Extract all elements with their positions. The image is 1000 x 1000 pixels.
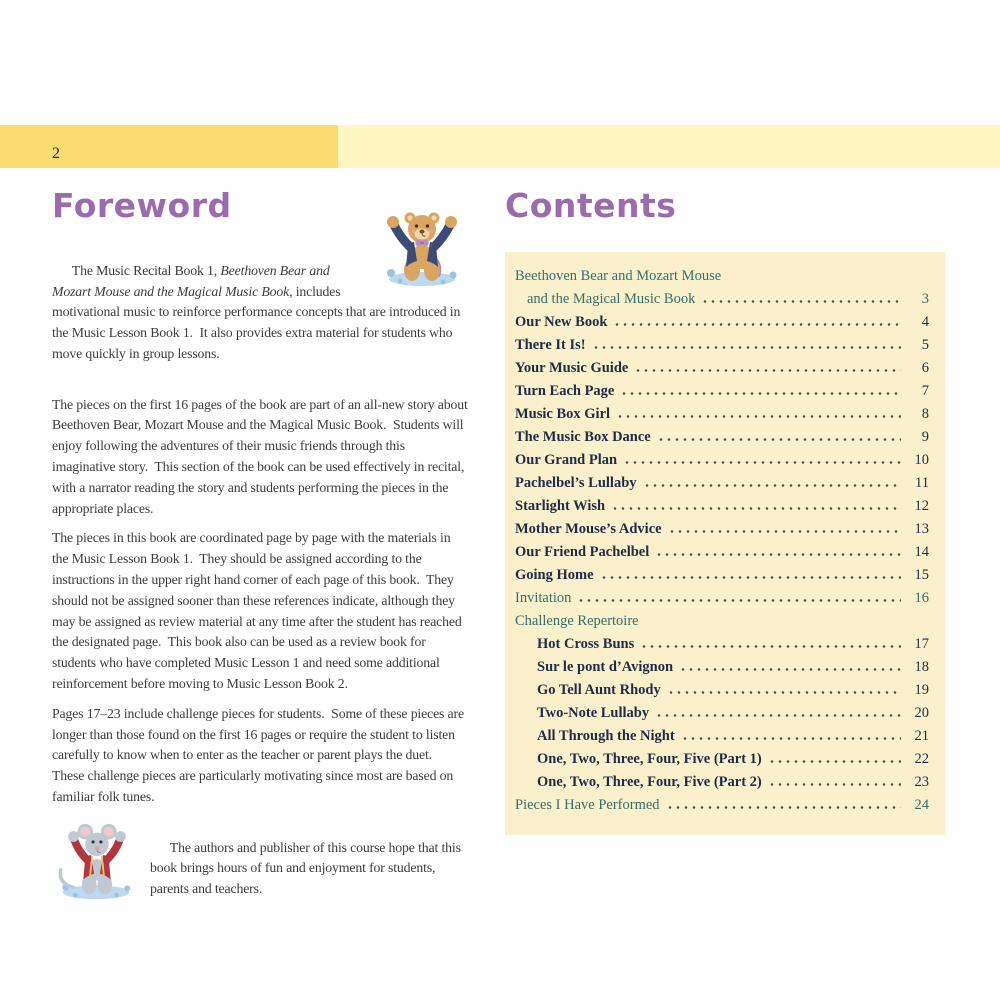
toc-page-number: 20 bbox=[914, 705, 929, 721]
top-band bbox=[0, 125, 1000, 168]
toc-entry-label: Our New Book bbox=[515, 314, 608, 330]
toc-entry bbox=[515, 495, 929, 518]
toc-entry bbox=[515, 403, 929, 426]
paragraph-text: The Music Recital Book 1, bbox=[71, 262, 221, 278]
toc-page-number: 7 bbox=[921, 383, 929, 399]
dotted-leader bbox=[592, 345, 901, 349]
dotted-leader bbox=[667, 690, 901, 694]
toc-entry-label: Sur le pont d’Avignon bbox=[537, 659, 674, 675]
page-number: 2 bbox=[52, 145, 60, 162]
contents-section bbox=[505, 186, 945, 835]
toc-page-number: 10 bbox=[914, 452, 929, 468]
toc-page-number: 18 bbox=[914, 659, 929, 675]
toc-entry bbox=[515, 748, 929, 771]
toc-entry-label: Two-Note Lullaby bbox=[537, 705, 650, 721]
foreword-paragraph-2: The pieces on the first 16 pages of the book are part of an all-new story about Beethoven Bear, Mozart Mouse and the Magical Music Book. Students will enjoy following the adventures of their music friends through this imaginative story. This section of the book can be used effectively in recital, with a narrator reading the story and students performing the pieces in the appropriate places. bbox=[52, 396, 472, 516]
dotted-leader bbox=[768, 782, 901, 786]
toc-page-number: 14 bbox=[914, 544, 929, 560]
toc-page-number: 9 bbox=[921, 429, 929, 445]
teddy-bear-illustration bbox=[370, 209, 470, 287]
paragraph-text: includes motivational music to reinforce performance concepts that are introduced in the Music Lesson Book 1. It also provides extra material for students who move quickly in group lessons. bbox=[52, 283, 464, 361]
toc-entry bbox=[515, 771, 929, 794]
toc-entry-label: Starlight Wish bbox=[515, 498, 606, 514]
toc-entry-label: and the Magical Music Book bbox=[527, 291, 696, 307]
toc-page-number: 4 bbox=[921, 314, 929, 330]
toc-entry-label: The Music Box Dance bbox=[515, 429, 651, 445]
toc-page-number: 13 bbox=[914, 521, 929, 537]
toc-entry bbox=[515, 656, 929, 679]
dotted-leader bbox=[655, 713, 901, 717]
foreword-title: Foreword bbox=[52, 186, 232, 225]
toc-entry-label: All Through the Night bbox=[537, 728, 675, 744]
toc-entry-label: Going Home bbox=[515, 567, 594, 583]
toc-entry bbox=[515, 357, 929, 380]
dotted-leader bbox=[600, 575, 901, 579]
foreword-paragraph-5 bbox=[52, 817, 470, 921]
toc-entry-label: Invitation bbox=[515, 590, 572, 606]
foreword-section bbox=[52, 186, 470, 921]
toc-entry-label: There It Is! bbox=[515, 337, 586, 353]
dotted-leader bbox=[634, 368, 901, 372]
dotted-leader bbox=[768, 759, 901, 763]
toc-entry bbox=[515, 633, 929, 656]
toc-entry-label: Beethoven Bear and Mozart Mouse bbox=[515, 268, 722, 284]
dotted-leader bbox=[668, 529, 901, 533]
dotted-leader bbox=[655, 552, 901, 556]
toc-entry-line2 bbox=[515, 288, 929, 311]
dotted-leader bbox=[623, 460, 901, 464]
toc-entry: Challenge Repertoire bbox=[515, 613, 639, 629]
toc-entry bbox=[515, 725, 929, 748]
toc-entry bbox=[515, 426, 929, 449]
contents-box bbox=[505, 252, 945, 835]
toc-entry-label: Mother Mouse’s Advice bbox=[515, 521, 662, 537]
toc-entry-label: Music Box Girl bbox=[515, 406, 611, 422]
toc-page-number: 11 bbox=[915, 475, 929, 491]
toc-page-number: 19 bbox=[914, 682, 929, 698]
dotted-leader bbox=[701, 299, 901, 303]
toc-entry bbox=[515, 587, 929, 610]
dotted-leader bbox=[643, 483, 901, 487]
toc-page-number: 16 bbox=[914, 590, 929, 606]
toc-entry-label: Turn Each Page bbox=[515, 383, 615, 399]
foreword-paragraph-4: Pages 17–23 include challenge pieces for students. Some of these pieces are longer than those found on the first 16 pages or require the student to listen carefully to know when to enter as the teacher or parent plays the duet. These challenge pieces are particularly motivating since most are based on familiar folk tunes. bbox=[52, 705, 468, 804]
toc-entry-label: One, Two, Three, Four, Five (Part 1) bbox=[537, 751, 762, 767]
dotted-leader bbox=[681, 736, 901, 740]
toc-entry-label: Go Tell Aunt Rhody bbox=[537, 682, 661, 698]
toc-entry-label: Our Grand Plan bbox=[515, 452, 618, 468]
toc-entry bbox=[515, 518, 929, 541]
top-band-dark-segment bbox=[0, 125, 338, 168]
toc-entry-label: Your Music Guide bbox=[515, 360, 629, 376]
toc-entry bbox=[515, 380, 929, 403]
contents-title: Contents bbox=[505, 186, 677, 225]
toc-entry bbox=[515, 449, 929, 472]
toc-entry-label: Pachelbel’s Lullaby bbox=[515, 475, 637, 491]
toc-page-number: 22 bbox=[914, 751, 929, 767]
toc-entry bbox=[515, 702, 929, 725]
toc-entry bbox=[515, 541, 929, 564]
toc-entry bbox=[515, 564, 929, 587]
toc-entry bbox=[515, 265, 929, 311]
dotted-leader bbox=[657, 437, 901, 441]
toc-entry bbox=[515, 679, 929, 702]
toc-entry-label: One, Two, Three, Four, Five (Part 2) bbox=[537, 774, 762, 790]
toc-entry bbox=[515, 311, 929, 334]
dotted-leader bbox=[577, 598, 901, 602]
foreword-paragraph-3: The pieces in this book are coordinated page by page with the materials in the Music Lesson Book 1. They should be assigned according to the instructions in the upper right hand corner of each page of this book. They should not be assigned sooner than these references indicate, although they may be assigned as review material at any time after the student has reached the designated page. This book also can be used as a review book for students who have completed Music Lesson 1 and need some additional reinforcement before moving to Music Lesson Book 2. bbox=[52, 530, 465, 691]
toc-page-number: 17 bbox=[914, 636, 929, 652]
dotted-leader bbox=[679, 667, 901, 671]
toc-entry bbox=[515, 472, 929, 495]
toc-page-number: 5 bbox=[921, 337, 929, 353]
toc-page-number: 24 bbox=[914, 797, 929, 813]
toc-page-number: 3 bbox=[921, 291, 929, 307]
dotted-leader bbox=[611, 506, 901, 510]
mouse-illustration bbox=[52, 818, 140, 902]
paragraph-text: The authors and publisher of this course hope that this book brings hours of fun and enjoyment for students, parents and teachers. bbox=[150, 839, 465, 897]
toc-page-number: 21 bbox=[914, 728, 929, 744]
toc-entry-label: Our Friend Pachelbel bbox=[515, 544, 650, 560]
toc-entry-label: Hot Cross Buns bbox=[537, 636, 635, 652]
toc-page-number: 8 bbox=[921, 406, 929, 422]
toc-page-number: 12 bbox=[914, 498, 929, 514]
book-title-italic: Beethoven Bear and Mozart Mouse and the Magical Music Book, bbox=[52, 262, 333, 299]
dotted-leader bbox=[620, 391, 901, 395]
foreword-paragraph-1 bbox=[52, 240, 470, 386]
dotted-leader bbox=[616, 414, 901, 418]
toc-page-number: 6 bbox=[921, 360, 929, 376]
toc-page-number: 15 bbox=[914, 567, 929, 583]
dotted-leader bbox=[613, 322, 901, 326]
toc-page-number: 23 bbox=[914, 774, 929, 790]
dotted-leader bbox=[666, 805, 901, 809]
dotted-leader bbox=[640, 644, 901, 648]
toc-entry-label: Pieces I Have Performed bbox=[515, 797, 660, 813]
toc-entry bbox=[515, 794, 929, 817]
toc-entry bbox=[515, 334, 929, 357]
